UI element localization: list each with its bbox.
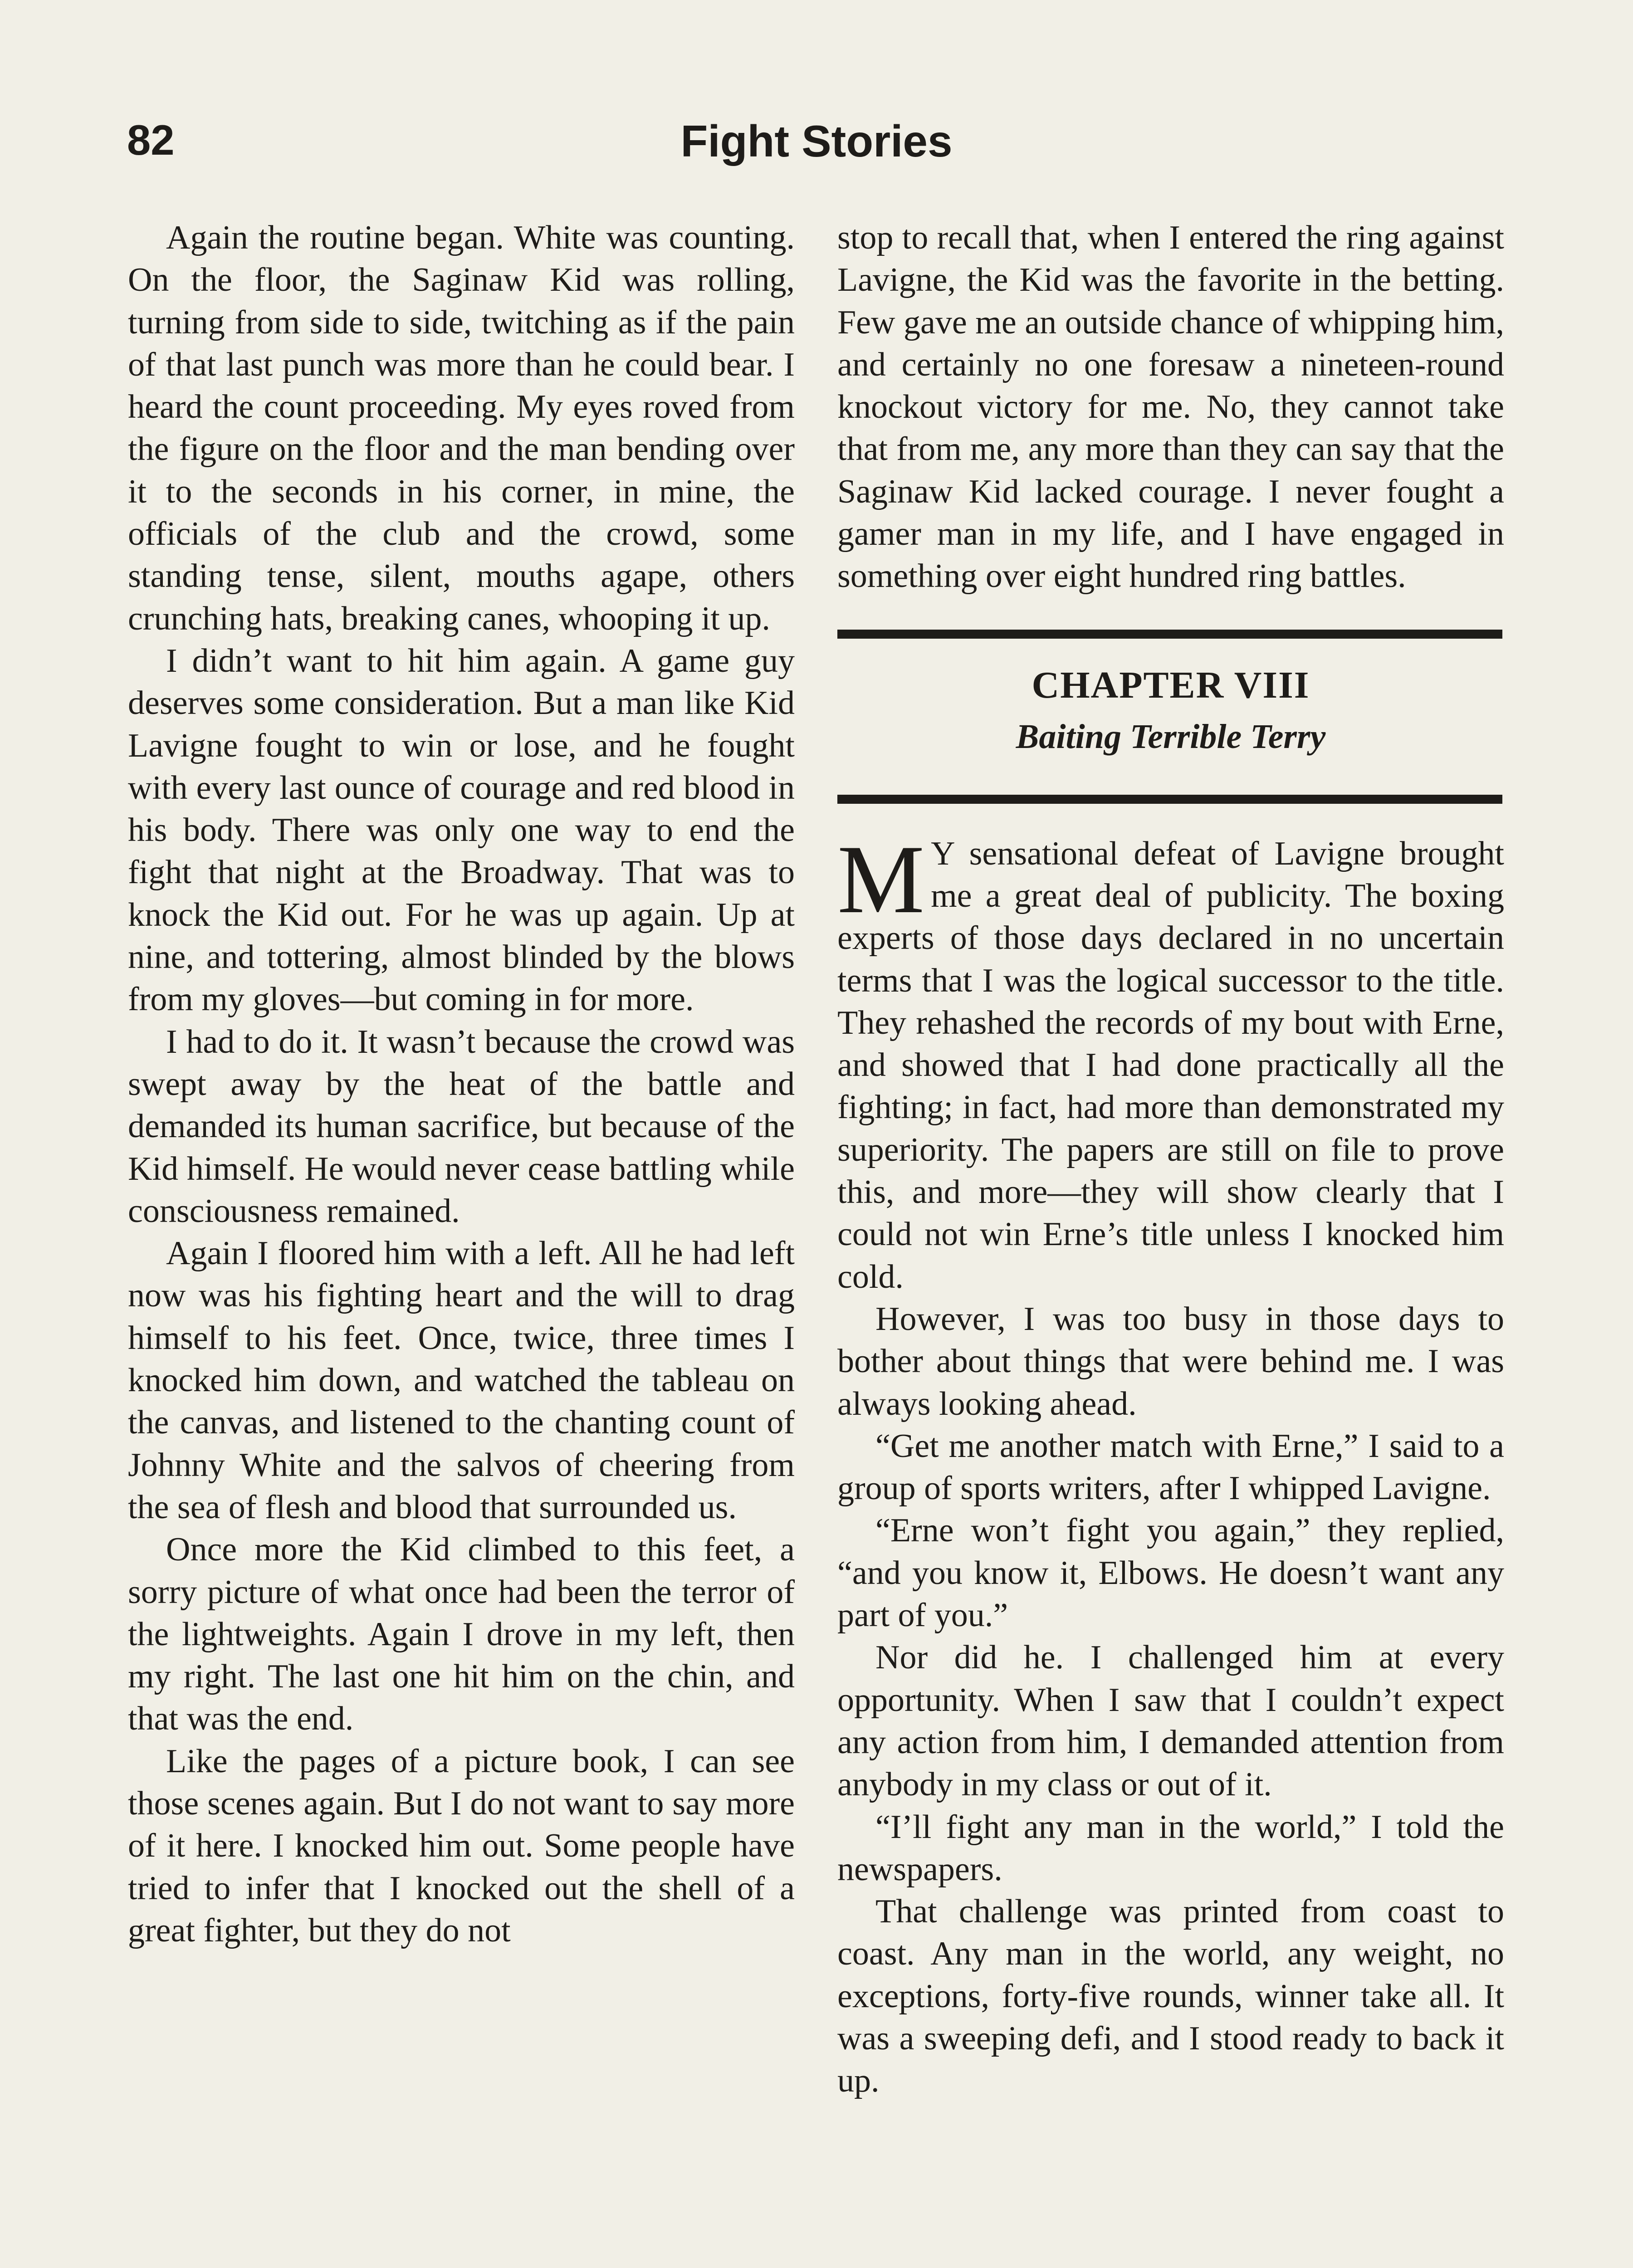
drop-cap: M: [837, 825, 925, 934]
paragraph: Like the pages of a picture book, I can see those scenes again. But I do not want to say more of it here. I knocked him out. Some people have tried to infer that I knocked out the shell of a great fighter, but they do not: [128, 1742, 795, 1949]
chapter-subtitle: Baiting Terrible Terry: [1016, 717, 1326, 756]
paragraph: I didn’t want to hit him again. A game guy deserves some consideration. But a man like Kid Lavigne fought to win or lose, and he fought with every last ounce of courage and red blood in his body. There was only one way to end the fight that night at the Broadway. That was to knock the Kid out. For he was up again. Up at nine, and tottering, almost blinded by the blows from my gloves—but coming in for more.: [128, 642, 795, 1018]
chapter-title: CHAPTER VIII: [1032, 664, 1310, 706]
paragraph: Nor did he. I challenged him at every opportunity. When I saw that I couldn’t expect any action from him, I demanded attention from anybody in my class or out of it.: [837, 1639, 1504, 1804]
paragraph: However, I was too busy in those days to bother about things that were behind me. I was always looking ahead.: [837, 1300, 1504, 1422]
chapter-rule-top: [837, 630, 1502, 639]
paragraph: Once more the Kid climbed to this feet, a sorry picture of what once had been the terror of the lightweights. Again I drove in my left, then my right. The last one hit him on the chin, and that was the end.: [128, 1531, 795, 1738]
chapter-opening-paragraph: [837, 825, 1504, 1298]
paragraph: I had to do it. It wasn’t because the crowd was swept away by the heat of the battle and demanded its human sacrifice, but because of the Kid himself. He would never cease battling while consciousness remained.: [128, 1023, 795, 1230]
running-head-title: Fight Stories: [680, 116, 953, 166]
chapter-rule-bottom: [837, 795, 1502, 804]
paragraph: “Get me another match with Erne,” I said to a group of sports writers, after I whipped Lavigne.: [837, 1427, 1504, 1507]
left-column: [128, 217, 795, 1952]
right-column: [837, 217, 1504, 2102]
continued-paragraph: stop to recall that, when I entered the ring against Lavigne, the Kid was the favorite in the betting. Few gave me an outside chance of whipping him, and certainly no one foresaw a nineteen-round knockout victory for me. No, they cannot take that from me, any more than they can say that the Saginaw Kid lacked courage. I never fought a gamer man in my life, and I have engaged in something over eight hundred ring battles.: [837, 219, 1504, 595]
page-number: 82: [127, 116, 175, 164]
paragraph: “Erne won’t fight you again,” they replied, “and you know it, Elbows. He doesn’t want any part of you.”: [837, 1512, 1504, 1634]
paragraph: “I’ll fight any man in the world,” I told the newspapers.: [837, 1808, 1504, 1888]
paragraph: Again I floored him with a left. All he had left now was his fighting heart and the will to drag himself to his feet. Once, twice, three times I knocked him down, and watched the tableau on the canvas, and listened to the chanting count of Johnny White and the salvos of cheering from the sea of flesh and blood that surrounded us.: [128, 1235, 795, 1526]
paragraph: That challenge was printed from coast to coast. Any man in the world, any weight, no exceptions, forty-five rounds, winner take all. It was a sweeping defi, and I stood ready to back it up.: [837, 1893, 1504, 2100]
paragraph: Again the routine began. White was counting. On the floor, the Saginaw Kid was rolling, turning from side to side, twitching as if the pain of that last punch was more than he could bear. I heard the count proceeding. My eyes roved from the figure on the floor and the man bending over it to the seconds in his corner, in mine, the officials of the club and the crowd, some standing tense, silent, mouths agape, others crunching hats, breaking canes, whooping it up.: [128, 219, 795, 637]
opening-paragraph-text: Y sensational defeat of Lavigne brought me a great deal of publicity. The boxing experts of those days declared in no uncertain terms that I was the logical successor to the title. They rehashed the records of my bout with Erne, and showed that I had done practically all the fighting; in fact, had more than demonstrated my superiority. The papers are still on file to prove this, and more—they will show clearly that I could not win Erne’s title unless I knocked him cold.: [837, 835, 1504, 1295]
